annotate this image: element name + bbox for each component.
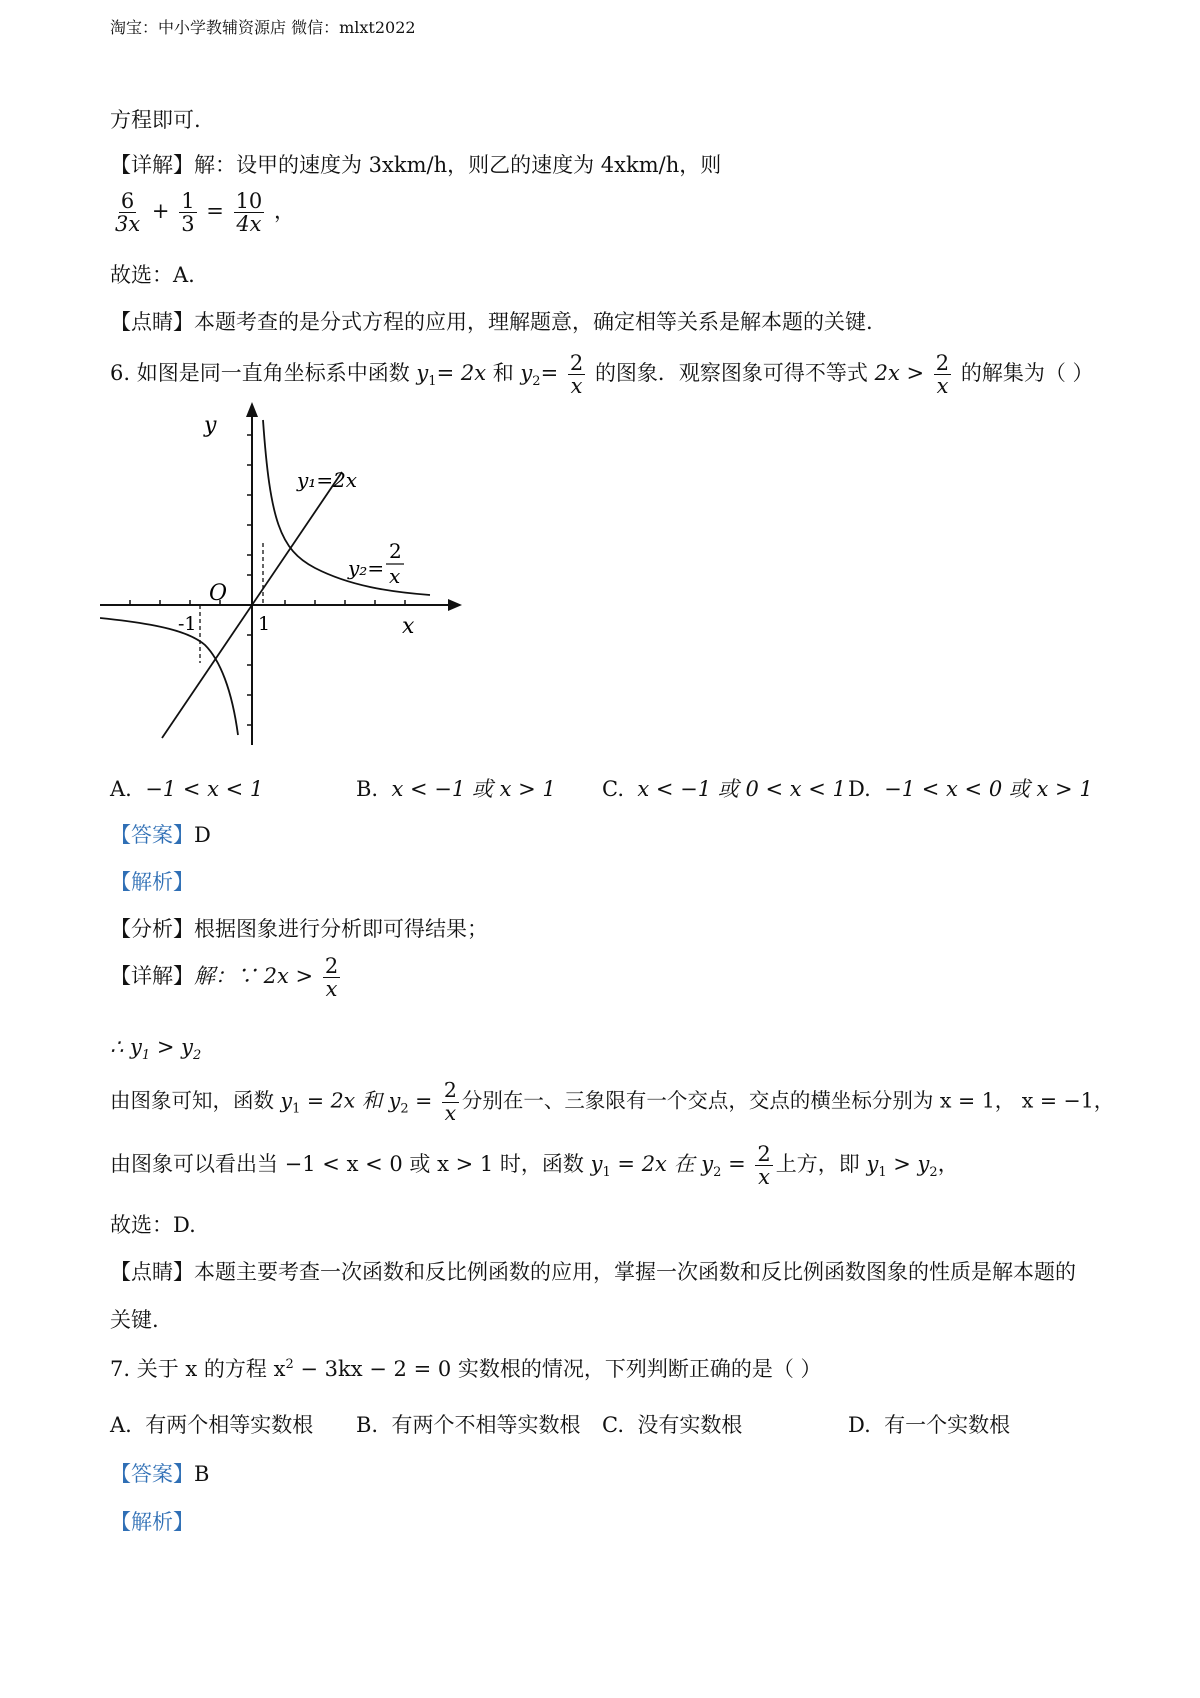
curve-label-num: 2 (389, 539, 402, 563)
y-axis-arrow (246, 402, 258, 417)
question-7-options (0, 1413, 1200, 1443)
fraction: $\frac{2}{x}$ (443, 1078, 457, 1125)
option-a[interactable]: A. −1 < x < 1 (110, 777, 264, 801)
fraction: $\frac{2}{x}$ (569, 351, 584, 399)
paragraph-comment-6: 【点睛】本题主要考查一次函数和反比例函数的应用，掌握一次函数和反比例函数图象的性质是解本题的 (110, 1260, 1076, 1284)
paragraph-detail-6: 【详解】解：∵ 2x > $\frac{2}{x}$ (110, 954, 339, 1002)
line-label: y₁=2x (297, 468, 358, 492)
paragraph-reasoning-1: 由图象可知，函数 $y_1 = 2x$ 和 $y_2$ = $\frac{2}{x}$ 分别在一、三象限有一个交点，交点的横坐标分别为 x = 1， x = −1， (110, 1078, 1115, 1125)
curve-label-den: x (389, 564, 401, 588)
origin-label: O (209, 581, 228, 606)
option-b[interactable]: B. x < −1 或 x > 1 (356, 777, 556, 801)
fraction: $\frac{6}{3x}$ (115, 189, 141, 237)
fraction: $\frac{2}{x}$ (757, 1142, 771, 1190)
detail-text: 解：设甲的速度为 3xkm/h，则乙的速度为 4xkm/h，则 (194, 153, 722, 177)
fraction: $\frac{10}{4x}$ (235, 189, 263, 237)
tag-answer: 【答案】 (110, 1462, 194, 1486)
tag-analysis: 【解析】 (110, 870, 194, 894)
equation: $\frac{6}{3x}$ + $\frac{1}{3}$ = $\frac{10}{4x}$ ， (115, 189, 295, 237)
option-d[interactable]: D. −1 < x < 0 或 x > 1 (848, 777, 1093, 801)
paragraph: 故选：A. (110, 263, 195, 287)
tag-comment: 【点睛】 (110, 310, 194, 334)
tag-answer: 【答案】 (110, 823, 194, 847)
fraction: $\frac{2}{x}$ (935, 351, 950, 399)
tick-label-1: 1 (258, 613, 271, 635)
tick-label-neg1: -1 (178, 613, 197, 635)
paragraph-comment: 【点睛】本题考查的是分式方程的应用，理解题意，确定相等关系是解本题的关键. (110, 310, 873, 334)
option-c[interactable]: C. 没有实数根 (602, 1413, 743, 1437)
curve-y2-quadrant-1 (263, 420, 430, 595)
question-7-stem: 7. 关于 x 的方程 $x^2 - 3kx - 2 = 0$ 实数根的情况，下列判断正确的是（ ） (110, 1357, 822, 1381)
option-b[interactable]: B. 有两个不相等实数根 (356, 1413, 581, 1437)
paragraph-detail (110, 153, 721, 178)
therefore-line: ∴ $y_1 > y_2$ (110, 1035, 202, 1064)
paragraph: 故选：D. (110, 1213, 196, 1237)
curve-y2-quadrant-3 (100, 618, 238, 735)
fraction: $\frac{2}{x}$ (324, 954, 339, 1002)
question-6-stem: 6. 如图是同一直角坐标系中函数 $y_1= 2x$ 和 $y_2=$ $\frac{2}{x}$ 的图象．观察图象可得不等式 2x > $\frac{2}{x}$ 的解集为（ ） (110, 351, 1094, 399)
paragraph: 方程即可. (110, 108, 201, 132)
paragraph: 关键. (110, 1308, 159, 1332)
x-axis-arrow (448, 599, 462, 611)
paragraph-analysis: 【分析】根据图象进行分析即可得结果； (110, 917, 488, 941)
tag-analysis: 【解析】 (110, 1510, 194, 1534)
axis-ticks (130, 435, 405, 725)
paragraph-reasoning-2: 由图象可以看出当 −1 < x < 0 或 x > 1 时，函数 $y_1 = 2x$ 在 $y_2$ = $\frac{2}{x}$ 上方，即 $y_1 > y_2$， (110, 1142, 959, 1190)
answer-6: 【答案】D (110, 823, 211, 847)
option-c[interactable]: C. x < −1 或 0 < x < 1 (602, 777, 846, 801)
option-d[interactable]: D. 有一个实数根 (848, 1413, 1011, 1437)
tag-detail: 【详解】 (110, 153, 194, 177)
curve-label: y₂= (348, 556, 385, 580)
question-6-options (0, 777, 1200, 807)
answer-7: 【答案】B (110, 1462, 210, 1486)
page-header: 淘宝：中小学教辅资源店 微信：mlxt2022 (110, 18, 416, 37)
fraction: $\frac{1}{3}$ (181, 189, 195, 237)
option-a[interactable]: A. 有两个相等实数根 (110, 1413, 314, 1437)
function-graph (100, 400, 480, 760)
x-axis-label: x (402, 614, 415, 639)
y-axis-label: y (204, 413, 217, 438)
